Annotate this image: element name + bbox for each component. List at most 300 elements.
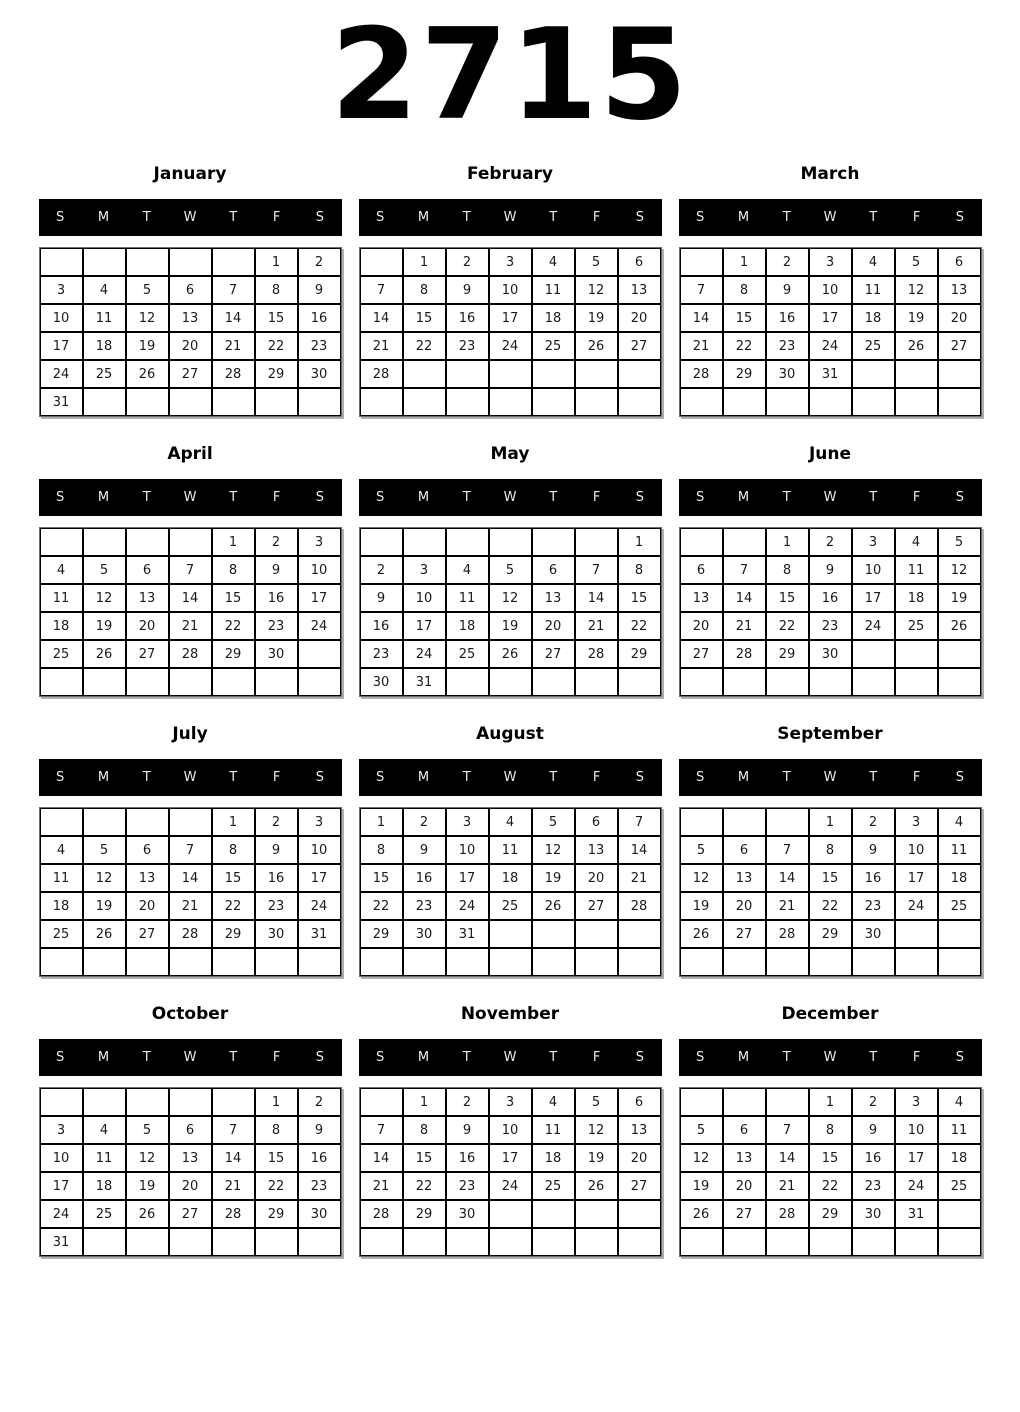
day-cell-empty <box>532 360 575 388</box>
day-cell-empty <box>809 948 852 976</box>
day-cell: 17 <box>489 1144 532 1172</box>
day-cell: 24 <box>298 892 341 920</box>
day-cell: 6 <box>680 556 723 584</box>
day-cell-empty <box>766 1228 809 1256</box>
day-cell: 26 <box>532 892 575 920</box>
day-cell-empty <box>360 388 403 416</box>
day-cell: 30 <box>403 920 446 948</box>
day-cell-empty <box>83 1228 126 1256</box>
day-cell: 21 <box>618 864 661 892</box>
day-cell: 16 <box>403 864 446 892</box>
day-cell: 20 <box>680 612 723 640</box>
day-cell: 13 <box>126 864 169 892</box>
day-cell: 23 <box>809 612 852 640</box>
day-cell: 28 <box>618 892 661 920</box>
day-cell: 25 <box>83 1200 126 1228</box>
day-cell: 1 <box>723 248 766 276</box>
day-cell: 23 <box>298 1172 341 1200</box>
day-cell: 10 <box>852 556 895 584</box>
day-cell-empty <box>618 360 661 388</box>
day-cell: 13 <box>169 1144 212 1172</box>
day-cell: 5 <box>489 556 532 584</box>
day-cell: 1 <box>212 808 255 836</box>
day-cell: 10 <box>895 1116 938 1144</box>
day-cell: 21 <box>766 1172 809 1200</box>
day-cell-empty <box>446 948 489 976</box>
day-cell: 24 <box>809 332 852 360</box>
month-name: March <box>800 164 860 184</box>
day-cell: 18 <box>446 612 489 640</box>
day-cell: 13 <box>723 864 766 892</box>
dow-label: S <box>315 490 324 505</box>
day-cell: 11 <box>895 556 938 584</box>
day-cell: 11 <box>489 836 532 864</box>
day-cell: 9 <box>852 1116 895 1144</box>
day-cell: 2 <box>298 1088 341 1116</box>
day-cell: 6 <box>723 1116 766 1144</box>
month-day-grid <box>359 527 662 697</box>
day-cell: 30 <box>852 920 895 948</box>
day-cell-empty <box>489 1200 532 1228</box>
months-grid <box>39 164 982 1257</box>
day-cell-empty <box>852 360 895 388</box>
month-may <box>359 444 662 697</box>
day-cell: 21 <box>169 892 212 920</box>
day-cell: 9 <box>852 836 895 864</box>
day-cell: 14 <box>618 836 661 864</box>
day-cell: 20 <box>723 892 766 920</box>
day-cell: 17 <box>446 864 489 892</box>
day-cell: 18 <box>938 864 981 892</box>
day-cell-empty <box>126 388 169 416</box>
month-name: September <box>777 724 883 744</box>
day-cell-empty <box>40 1088 83 1116</box>
day-cell: 4 <box>532 1088 575 1116</box>
day-cell: 5 <box>532 808 575 836</box>
dow-label: F <box>912 210 921 225</box>
day-cell-empty <box>298 640 341 668</box>
month-name: November <box>460 1004 560 1024</box>
day-cell: 9 <box>298 276 341 304</box>
day-cell: 17 <box>403 612 446 640</box>
day-cell: 22 <box>618 612 661 640</box>
dow-label: T <box>229 1050 238 1065</box>
day-cell: 18 <box>895 584 938 612</box>
day-cell: 5 <box>575 1088 618 1116</box>
day-cell: 9 <box>255 836 298 864</box>
month-name: January <box>153 164 227 184</box>
day-cell: 7 <box>360 276 403 304</box>
dow-label: F <box>592 210 601 225</box>
day-cell-empty <box>126 1088 169 1116</box>
day-cell-empty <box>255 668 298 696</box>
month-name: February <box>466 164 554 184</box>
day-cell: 26 <box>126 1200 169 1228</box>
day-cell: 4 <box>83 1116 126 1144</box>
day-cell: 16 <box>298 1144 341 1172</box>
day-cell: 16 <box>809 584 852 612</box>
day-cell-empty <box>40 668 83 696</box>
dow-label: T <box>549 210 558 225</box>
day-cell: 13 <box>126 584 169 612</box>
day-cell-empty <box>403 1228 446 1256</box>
dow-label: M <box>97 1050 110 1065</box>
day-cell-empty <box>575 1200 618 1228</box>
day-cell-empty <box>360 248 403 276</box>
day-of-week-header <box>39 759 342 796</box>
day-cell: 13 <box>618 1116 661 1144</box>
day-cell-empty <box>298 948 341 976</box>
day-cell: 3 <box>40 1116 83 1144</box>
month-january <box>39 164 342 417</box>
dow-label: T <box>782 210 791 225</box>
month-day-grid <box>39 807 342 977</box>
dow-label: M <box>97 490 110 505</box>
day-of-week-header <box>39 479 342 516</box>
day-cell-empty <box>169 668 212 696</box>
day-cell-empty <box>809 388 852 416</box>
day-cell-empty <box>169 948 212 976</box>
dow-label: S <box>56 770 65 785</box>
day-cell-empty <box>680 388 723 416</box>
day-cell-empty <box>83 248 126 276</box>
day-cell-empty <box>680 1228 723 1256</box>
dow-label: S <box>955 770 964 785</box>
day-cell: 10 <box>40 1144 83 1172</box>
day-cell: 21 <box>680 332 723 360</box>
day-cell-empty <box>723 528 766 556</box>
day-cell-empty <box>489 360 532 388</box>
day-cell: 8 <box>212 836 255 864</box>
day-cell: 11 <box>40 584 83 612</box>
day-cell: 7 <box>575 556 618 584</box>
dow-label: M <box>737 210 750 225</box>
day-cell: 6 <box>126 836 169 864</box>
day-cell: 12 <box>83 584 126 612</box>
day-cell: 30 <box>766 360 809 388</box>
day-cell: 29 <box>255 360 298 388</box>
day-cell-empty <box>489 388 532 416</box>
day-cell-empty <box>680 528 723 556</box>
dow-label: S <box>696 770 705 785</box>
day-cell: 25 <box>938 892 981 920</box>
day-cell-empty <box>212 388 255 416</box>
dow-label: S <box>376 1050 385 1065</box>
dow-label: T <box>782 1050 791 1065</box>
day-cell: 14 <box>680 304 723 332</box>
month-march <box>679 164 982 417</box>
day-cell: 10 <box>403 584 446 612</box>
day-cell-empty <box>938 948 981 976</box>
day-cell: 27 <box>618 332 661 360</box>
day-cell: 19 <box>895 304 938 332</box>
day-cell: 10 <box>446 836 489 864</box>
day-cell: 27 <box>618 1172 661 1200</box>
dow-label: T <box>142 490 151 505</box>
dow-label: T <box>869 490 878 505</box>
day-cell-empty <box>298 388 341 416</box>
day-cell: 15 <box>403 1144 446 1172</box>
day-cell: 2 <box>766 248 809 276</box>
day-cell: 25 <box>40 920 83 948</box>
dow-label: W <box>503 1050 517 1065</box>
dow-label: F <box>592 770 601 785</box>
day-cell: 3 <box>809 248 852 276</box>
day-cell: 6 <box>618 1088 661 1116</box>
day-cell: 29 <box>809 920 852 948</box>
day-cell-empty <box>938 388 981 416</box>
dow-label: T <box>549 770 558 785</box>
day-cell: 2 <box>255 528 298 556</box>
day-cell-empty <box>126 948 169 976</box>
day-cell: 27 <box>126 640 169 668</box>
day-cell: 24 <box>895 1172 938 1200</box>
day-cell-empty <box>575 948 618 976</box>
day-cell-empty <box>938 920 981 948</box>
day-cell: 11 <box>852 276 895 304</box>
day-cell: 11 <box>938 836 981 864</box>
day-cell: 10 <box>809 276 852 304</box>
day-cell: 2 <box>403 808 446 836</box>
day-cell: 6 <box>169 276 212 304</box>
day-cell: 12 <box>575 1116 618 1144</box>
day-cell: 29 <box>723 360 766 388</box>
day-cell: 15 <box>212 864 255 892</box>
day-cell: 4 <box>40 556 83 584</box>
day-cell: 12 <box>575 276 618 304</box>
month-day-grid <box>359 1087 662 1257</box>
day-cell: 29 <box>360 920 403 948</box>
day-cell: 26 <box>680 920 723 948</box>
month-day-grid <box>359 247 662 417</box>
day-cell-empty <box>895 668 938 696</box>
day-cell: 3 <box>852 528 895 556</box>
day-cell: 28 <box>766 1200 809 1228</box>
day-cell: 19 <box>680 892 723 920</box>
day-cell: 19 <box>680 1172 723 1200</box>
day-cell: 23 <box>852 1172 895 1200</box>
day-cell: 12 <box>126 1144 169 1172</box>
day-cell-empty <box>169 248 212 276</box>
day-cell-empty <box>126 808 169 836</box>
day-of-week-header <box>679 199 982 236</box>
day-cell-empty <box>895 948 938 976</box>
day-cell: 7 <box>680 276 723 304</box>
day-cell: 14 <box>766 1144 809 1172</box>
day-cell-empty <box>446 360 489 388</box>
day-cell: 24 <box>40 1200 83 1228</box>
day-cell: 18 <box>83 332 126 360</box>
day-cell: 18 <box>532 304 575 332</box>
day-cell: 2 <box>852 808 895 836</box>
month-name: May <box>490 444 530 464</box>
day-cell: 25 <box>40 640 83 668</box>
dow-label: M <box>737 490 750 505</box>
day-of-week-header <box>359 479 662 516</box>
day-cell-empty <box>532 1200 575 1228</box>
day-cell: 16 <box>446 304 489 332</box>
day-cell-empty <box>895 920 938 948</box>
dow-label: W <box>823 770 837 785</box>
day-cell: 26 <box>895 332 938 360</box>
dow-label: F <box>272 210 281 225</box>
day-cell: 27 <box>938 332 981 360</box>
day-cell: 22 <box>809 892 852 920</box>
day-cell: 13 <box>532 584 575 612</box>
day-cell: 28 <box>575 640 618 668</box>
day-cell: 26 <box>575 1172 618 1200</box>
day-cell-empty <box>403 360 446 388</box>
day-cell: 21 <box>575 612 618 640</box>
day-cell-empty <box>298 1228 341 1256</box>
day-cell-empty <box>446 528 489 556</box>
day-cell-empty <box>680 948 723 976</box>
day-cell: 7 <box>169 836 212 864</box>
day-cell: 28 <box>680 360 723 388</box>
day-cell: 16 <box>255 864 298 892</box>
day-cell-empty <box>852 948 895 976</box>
dow-label: T <box>462 490 471 505</box>
day-cell: 19 <box>532 864 575 892</box>
day-cell: 3 <box>40 276 83 304</box>
day-cell: 13 <box>618 276 661 304</box>
day-cell-empty <box>938 1228 981 1256</box>
day-cell-empty <box>403 528 446 556</box>
day-cell-empty <box>446 668 489 696</box>
dow-label: F <box>912 1050 921 1065</box>
dow-label: W <box>823 490 837 505</box>
month-day-grid <box>39 1087 342 1257</box>
day-cell: 19 <box>489 612 532 640</box>
day-cell: 21 <box>360 332 403 360</box>
day-cell-empty <box>255 948 298 976</box>
day-of-week-header <box>359 1039 662 1076</box>
day-cell: 8 <box>766 556 809 584</box>
day-cell: 10 <box>298 836 341 864</box>
day-cell: 22 <box>403 332 446 360</box>
day-cell: 27 <box>532 640 575 668</box>
day-cell: 7 <box>766 1116 809 1144</box>
day-cell-empty <box>852 388 895 416</box>
day-cell-empty <box>723 808 766 836</box>
day-cell: 30 <box>446 1200 489 1228</box>
day-cell: 27 <box>575 892 618 920</box>
day-cell: 23 <box>403 892 446 920</box>
day-cell: 19 <box>126 332 169 360</box>
day-cell-empty <box>489 528 532 556</box>
day-cell: 1 <box>360 808 403 836</box>
day-cell: 3 <box>403 556 446 584</box>
day-cell: 19 <box>83 612 126 640</box>
day-cell: 31 <box>403 668 446 696</box>
day-cell: 12 <box>532 836 575 864</box>
day-cell: 1 <box>766 528 809 556</box>
day-cell: 20 <box>169 332 212 360</box>
dow-label: F <box>912 490 921 505</box>
dow-label: M <box>737 770 750 785</box>
day-cell: 13 <box>680 584 723 612</box>
day-cell: 6 <box>575 808 618 836</box>
day-cell: 10 <box>40 304 83 332</box>
day-cell: 3 <box>298 528 341 556</box>
day-cell: 24 <box>403 640 446 668</box>
day-cell: 3 <box>489 1088 532 1116</box>
day-cell: 16 <box>298 304 341 332</box>
month-june <box>679 444 982 697</box>
day-cell: 2 <box>446 1088 489 1116</box>
day-cell: 11 <box>83 1144 126 1172</box>
day-cell: 1 <box>809 1088 852 1116</box>
day-cell: 13 <box>575 836 618 864</box>
day-cell: 7 <box>723 556 766 584</box>
day-cell: 27 <box>169 1200 212 1228</box>
day-cell: 22 <box>212 892 255 920</box>
month-day-grid <box>679 807 982 977</box>
day-cell: 12 <box>489 584 532 612</box>
day-cell: 8 <box>255 276 298 304</box>
dow-label: W <box>503 210 517 225</box>
dow-label: W <box>183 1050 197 1065</box>
day-cell-empty <box>532 920 575 948</box>
day-cell: 29 <box>809 1200 852 1228</box>
day-cell: 24 <box>298 612 341 640</box>
day-cell-empty <box>169 1228 212 1256</box>
day-cell: 19 <box>575 1144 618 1172</box>
day-cell: 22 <box>212 612 255 640</box>
day-cell: 23 <box>766 332 809 360</box>
dow-label: S <box>315 770 324 785</box>
dow-label: T <box>869 770 878 785</box>
day-cell: 28 <box>212 1200 255 1228</box>
day-cell: 28 <box>212 360 255 388</box>
day-cell: 4 <box>895 528 938 556</box>
day-cell: 15 <box>403 304 446 332</box>
day-cell: 30 <box>298 1200 341 1228</box>
day-cell: 8 <box>403 1116 446 1144</box>
day-cell-empty <box>40 808 83 836</box>
day-cell: 31 <box>809 360 852 388</box>
day-cell-empty <box>169 808 212 836</box>
day-cell: 24 <box>40 360 83 388</box>
day-cell-empty <box>83 1088 126 1116</box>
day-cell-empty <box>575 920 618 948</box>
day-cell: 14 <box>169 864 212 892</box>
day-cell: 27 <box>723 1200 766 1228</box>
day-cell-empty <box>83 668 126 696</box>
day-cell: 19 <box>126 1172 169 1200</box>
day-cell-empty <box>575 528 618 556</box>
day-cell: 30 <box>255 640 298 668</box>
day-cell: 7 <box>360 1116 403 1144</box>
day-cell: 1 <box>255 248 298 276</box>
day-cell: 15 <box>809 1144 852 1172</box>
day-cell: 23 <box>255 612 298 640</box>
day-cell: 7 <box>212 276 255 304</box>
day-cell: 27 <box>126 920 169 948</box>
day-cell-empty <box>40 248 83 276</box>
day-cell-empty <box>489 920 532 948</box>
day-cell-empty <box>723 388 766 416</box>
day-cell-empty <box>126 248 169 276</box>
day-cell: 28 <box>169 640 212 668</box>
month-december <box>679 1004 982 1257</box>
day-cell-empty <box>938 640 981 668</box>
day-cell: 17 <box>40 1172 83 1200</box>
day-cell-empty <box>895 640 938 668</box>
day-cell: 2 <box>298 248 341 276</box>
day-cell: 26 <box>938 612 981 640</box>
day-cell-empty <box>360 1228 403 1256</box>
